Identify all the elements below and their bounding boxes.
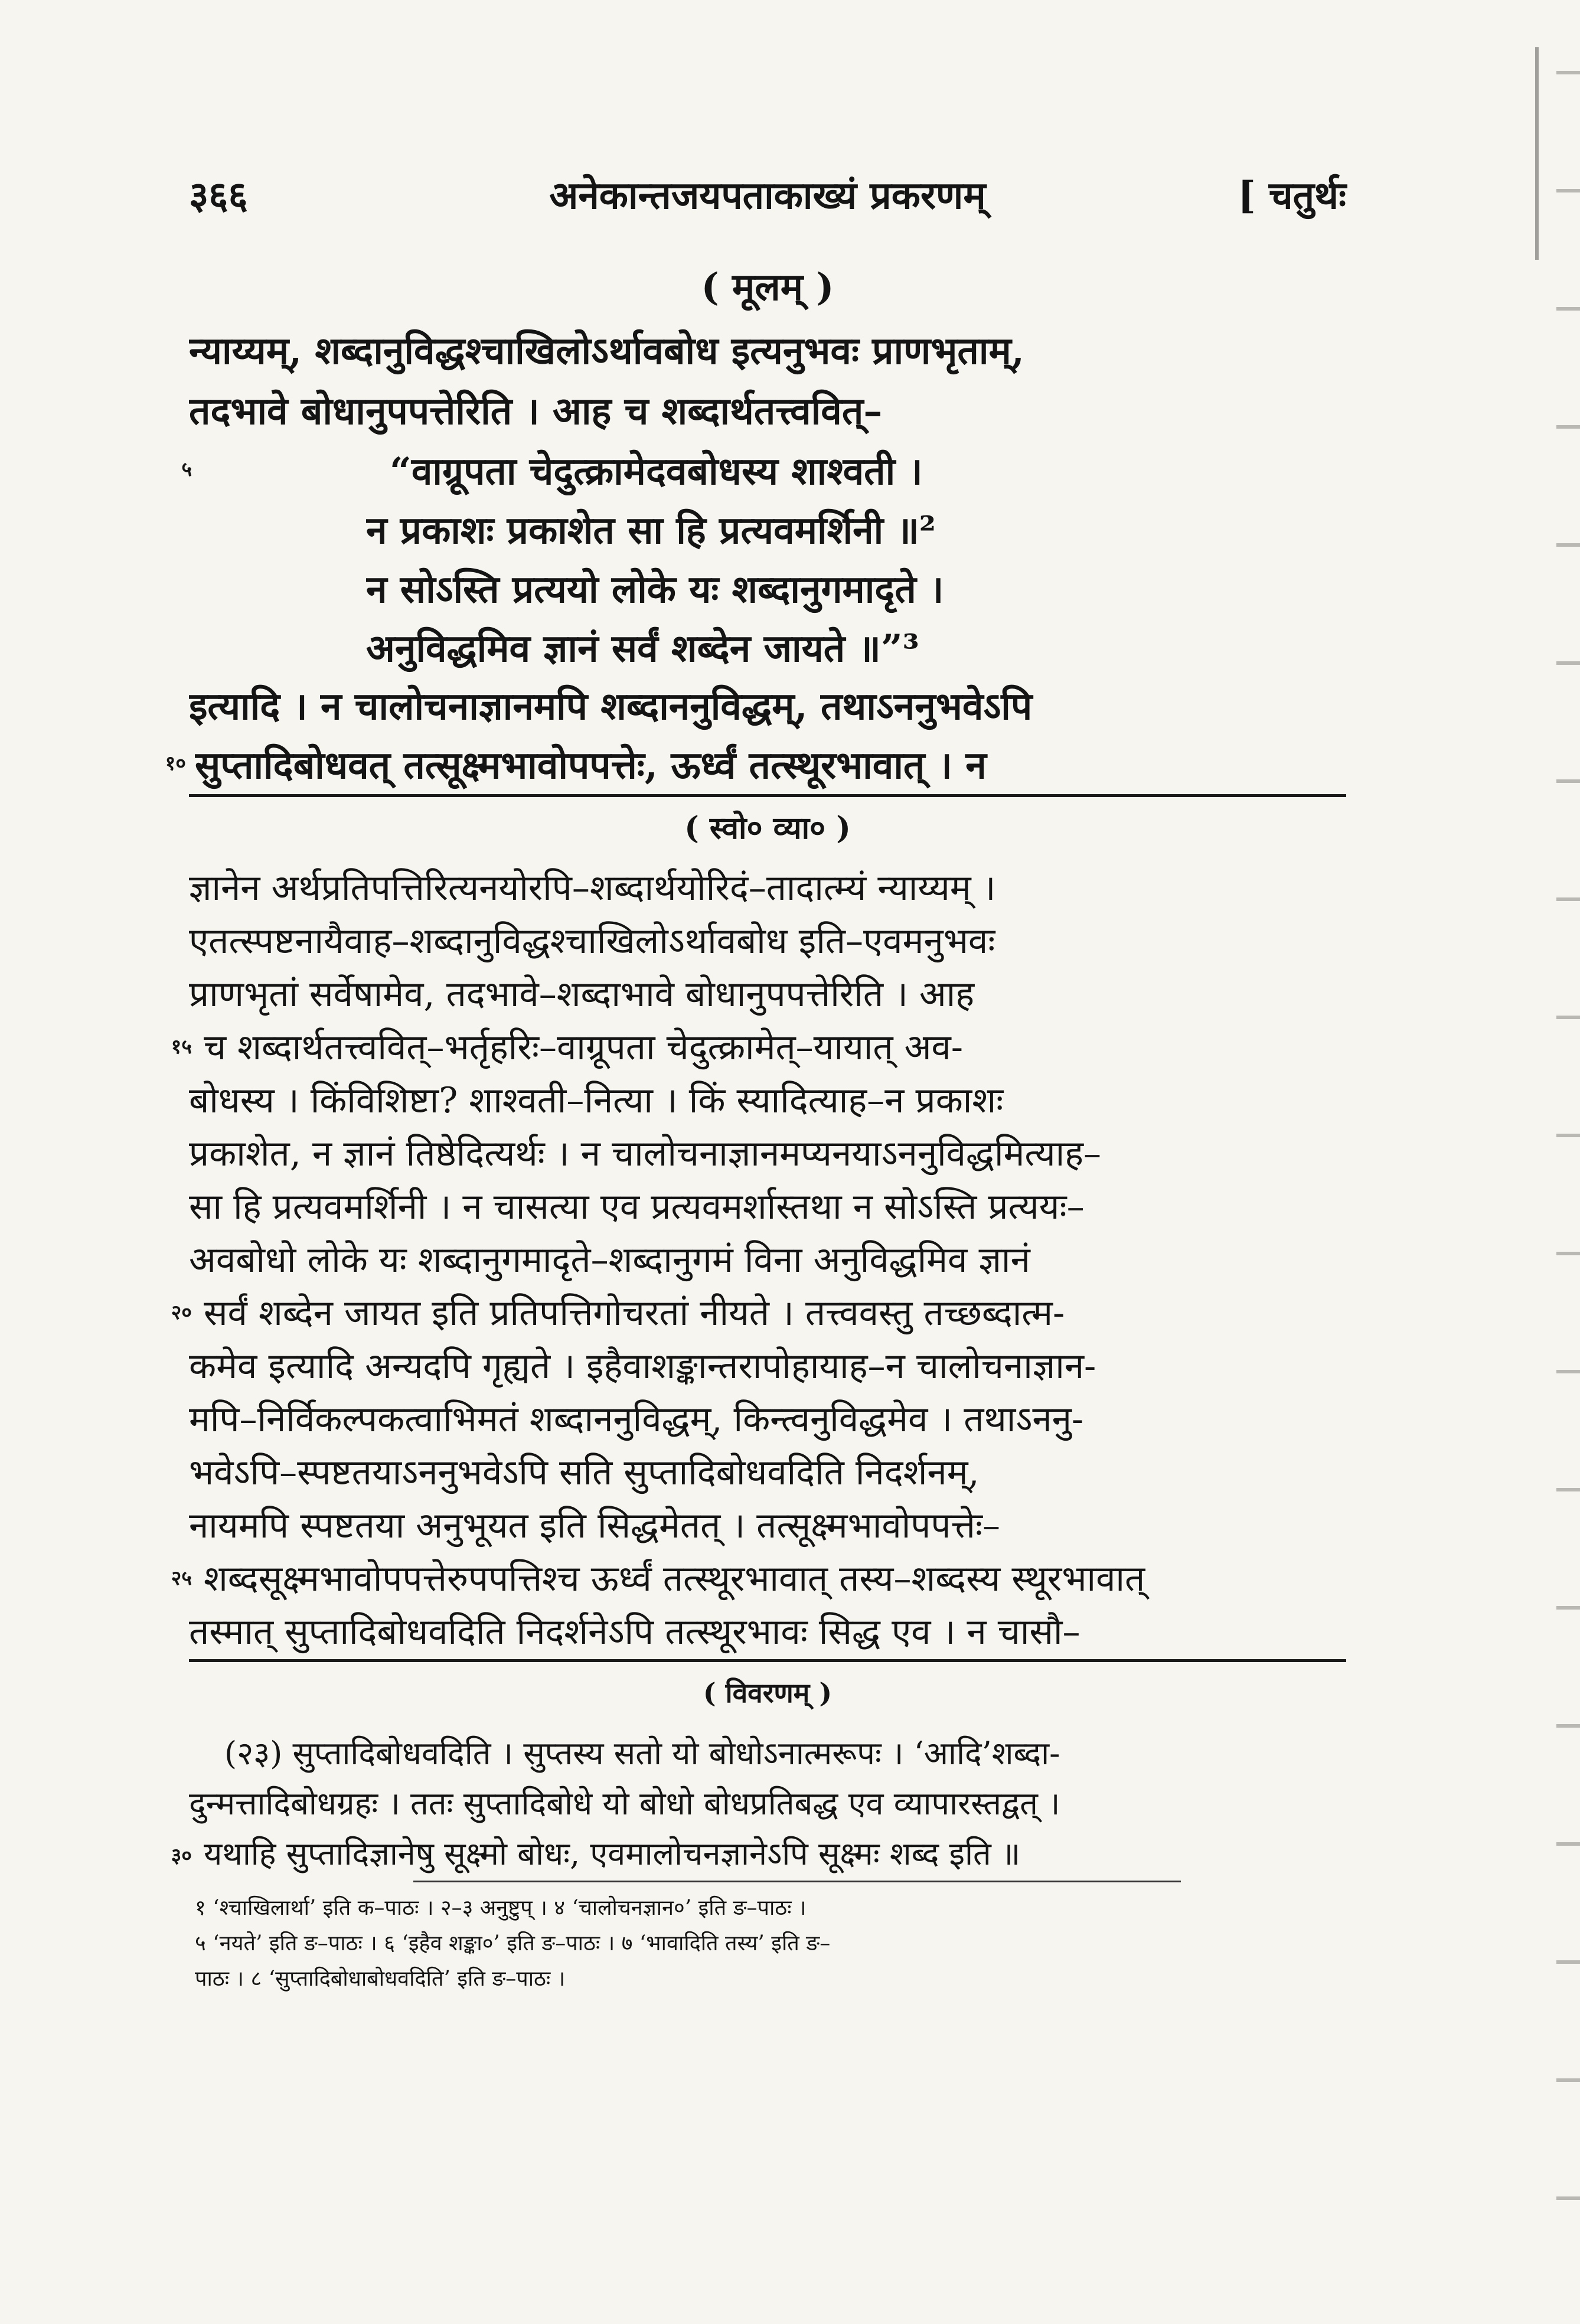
vyakhya-line: सर्वं शब्देन जायत इति प्रतिपत्तिगोचरतां नीयते । तत्त्ववस्तु तच्छब्दात्म- bbox=[204, 1292, 1065, 1334]
chapter-label: [ चतुर्थः bbox=[1238, 174, 1346, 218]
vyakhya-line: भवेऽपि–स्पष्टतयाऽननुभवेऽपि सति सुप्तादिबोधवदिति निदर्शनम्, bbox=[189, 1452, 980, 1493]
mula-verse-line: “वाग्रूपता चेदुत्क्रामेदवबोधस्य शाश्वती । bbox=[390, 449, 923, 494]
mula-heading: ( मूलम् ) bbox=[701, 265, 834, 309]
vyakhya-line: ज्ञानेन अर्थप्रतिपत्तिरित्यनयोरपि–शब्दार्थयोरिदं–तादात्म्यं न्याय्यम् । bbox=[189, 867, 996, 909]
vyakhya-line: प्रकाशेत, न ज्ञानं तिष्ठेदित्यर्थः । न चालोचनाज्ञानमप्यनयाऽननुविद्धमित्याह– bbox=[189, 1133, 1102, 1174]
line-number: ३० bbox=[171, 1844, 192, 1868]
section-divider bbox=[189, 794, 1346, 797]
vyakhya-line: मपि–निर्विकल्पकत्वाभिमतं शब्दाननुविद्धम्, किन्त्वनुविद्धमेव । तथाऽननु- bbox=[189, 1399, 1084, 1440]
mula-verse-line: न सोऽस्ति प्रत्ययो लोके यः शब्दानुगमादृते । bbox=[366, 567, 944, 612]
section-divider bbox=[189, 1659, 1346, 1662]
footnote-line: पाठः । ८ ‘सुप्तादिबोधाबोधवदिति’ इति ङ–पाठः । bbox=[195, 1967, 566, 1991]
footnote-line: ५ ‘नयते’ इति ङ–पाठः । ६ ‘इहैव शङ्का०’ इति ङ–पाठः । ७ ‘भावादिति तस्य’ इति ङ– bbox=[195, 1931, 831, 1956]
page-edge-marks bbox=[1556, 35, 1580, 2279]
page-header bbox=[189, 168, 1346, 221]
line-number: २५ bbox=[171, 1566, 192, 1590]
vivarana-heading: ( विवरणम् ) bbox=[703, 1677, 833, 1709]
vivarana-line: दुन्मत्तादिबोधग्रहः । ततः सुप्तादिबोधे यो बोधो बोधप्रतिबद्ध एव व्यापारस्तद्वत् । bbox=[189, 1785, 1060, 1822]
vyakhya-line: शब्दसूक्ष्मभावोपपत्तेरुपपत्तिश्च ऊर्ध्वं तत्स्थूरभावात् तस्य–शब्दस्य स्थूरभावात् bbox=[204, 1558, 1145, 1600]
footnote-line: १ ‘श्चाखिलार्था’ इति क–पाठः । २–३ अनुष्टुप् । ४ ‘चालोचनज्ञान०’ इति ङ–पाठः । bbox=[195, 1896, 807, 1920]
line-number: ५ bbox=[181, 458, 192, 481]
vyakhya-line: नायमपि स्पष्टतया अनुभूयत इति सिद्धमेतत् । तत्सूक्ष्मभावोपपत्तेः– bbox=[189, 1505, 1001, 1546]
vyakhya-line: प्राणभृतां सर्वेषामेव, तदभावे–शब्दाभावे बोधानुपपत्तेरिति । आह bbox=[189, 974, 975, 1015]
vyakhya-line: एतत्स्पष्टनायैवाह–शब्दानुविद्धश्चाखिलोऽर्थावबोध इति–एवमनुभवः bbox=[189, 921, 995, 962]
mula-line: सुप्तादिबोधवत् तत्सूक्ष्मभावोपपत्तेः, ऊर्ध्वं तत्स्थूरभावात् । न bbox=[195, 743, 987, 788]
line-number: १५ bbox=[171, 1035, 192, 1059]
footnote-divider bbox=[413, 1881, 1181, 1882]
line-number: १० bbox=[165, 752, 186, 775]
page-number: ३६६ bbox=[189, 174, 248, 218]
mula-verse-line: न प्रकाशः प्रकाशेत सा हि प्रत्यवमर्शिनी ॥² bbox=[366, 508, 936, 553]
line-number: २० bbox=[171, 1301, 192, 1324]
page-edge-line bbox=[1535, 47, 1539, 260]
mula-line: इत्यादि । न चालोचनाज्ञानमपि शब्दाननुविद्धम्, तथाऽननुभवेऽपि bbox=[189, 684, 1033, 729]
vivarana-line: यथाहि सुप्तादिज्ञानेषु सूक्ष्मो बोधः, एवमालोचनज्ञानेऽपि सूक्ष्मः शब्द इति ॥ bbox=[204, 1835, 1021, 1872]
mula-line: तदभावे बोधानुपपत्तेरिति । आह च शब्दार्थतत्त्ववित्– bbox=[189, 389, 883, 433]
vivarana-line: (२३) सुप्तादिबोधवदिति । सुप्तस्य सतो यो बोधोऽनात्मरूपः । ‘आदि’शब्दा- bbox=[224, 1735, 1060, 1772]
vyakhya-line: अवबोधो लोके यः शब्दानुगमादृते–शब्दानुगमं विना अनुविद्धमिव ज्ञानं bbox=[189, 1239, 1030, 1281]
running-title: अनेकान्तजयपताकाख्यं प्रकरणम् bbox=[549, 174, 986, 218]
vyakhya-line: कमेव इत्यादि अन्यदपि गृह्यते । इहैवाशङ्कान्तरापोहायाह–न चालोचनाज्ञान- bbox=[189, 1346, 1096, 1387]
vyakhya-line: तस्मात् सुप्तादिबोधवदिति निदर्शनेऽपि तत्स्थूरभावः सिद्ध एव । न चासौ– bbox=[189, 1611, 1080, 1653]
vyakhya-heading: ( स्वो० व्या० ) bbox=[684, 810, 851, 846]
vyakhya-line: बोधस्य । किंविशिष्टा? शाश्वती–नित्या । किं स्यादित्याह–न प्रकाशः bbox=[189, 1080, 1004, 1121]
vyakhya-line: च शब्दार्थतत्त्ववित्–भर्तृहरिः–वाग्रूपता चेदुत्क्रामेत्–यायात् अव- bbox=[204, 1027, 964, 1068]
vyakhya-line: सा हि प्रत्यवमर्शिनी । न चासत्या एव प्रत्यवमर्शास्तथा न सोऽस्ति प्रत्ययः– bbox=[189, 1186, 1085, 1228]
mula-verse-line: अनुविद्धमिव ज्ञानं सर्वं शब्देन जायते ॥”³ bbox=[366, 626, 919, 671]
mula-line: न्याय्यम्, शब्दानुविद्धश्चाखिलोऽर्थावबोध इत्यनुभवः प्राणभृताम्, bbox=[189, 329, 1025, 373]
